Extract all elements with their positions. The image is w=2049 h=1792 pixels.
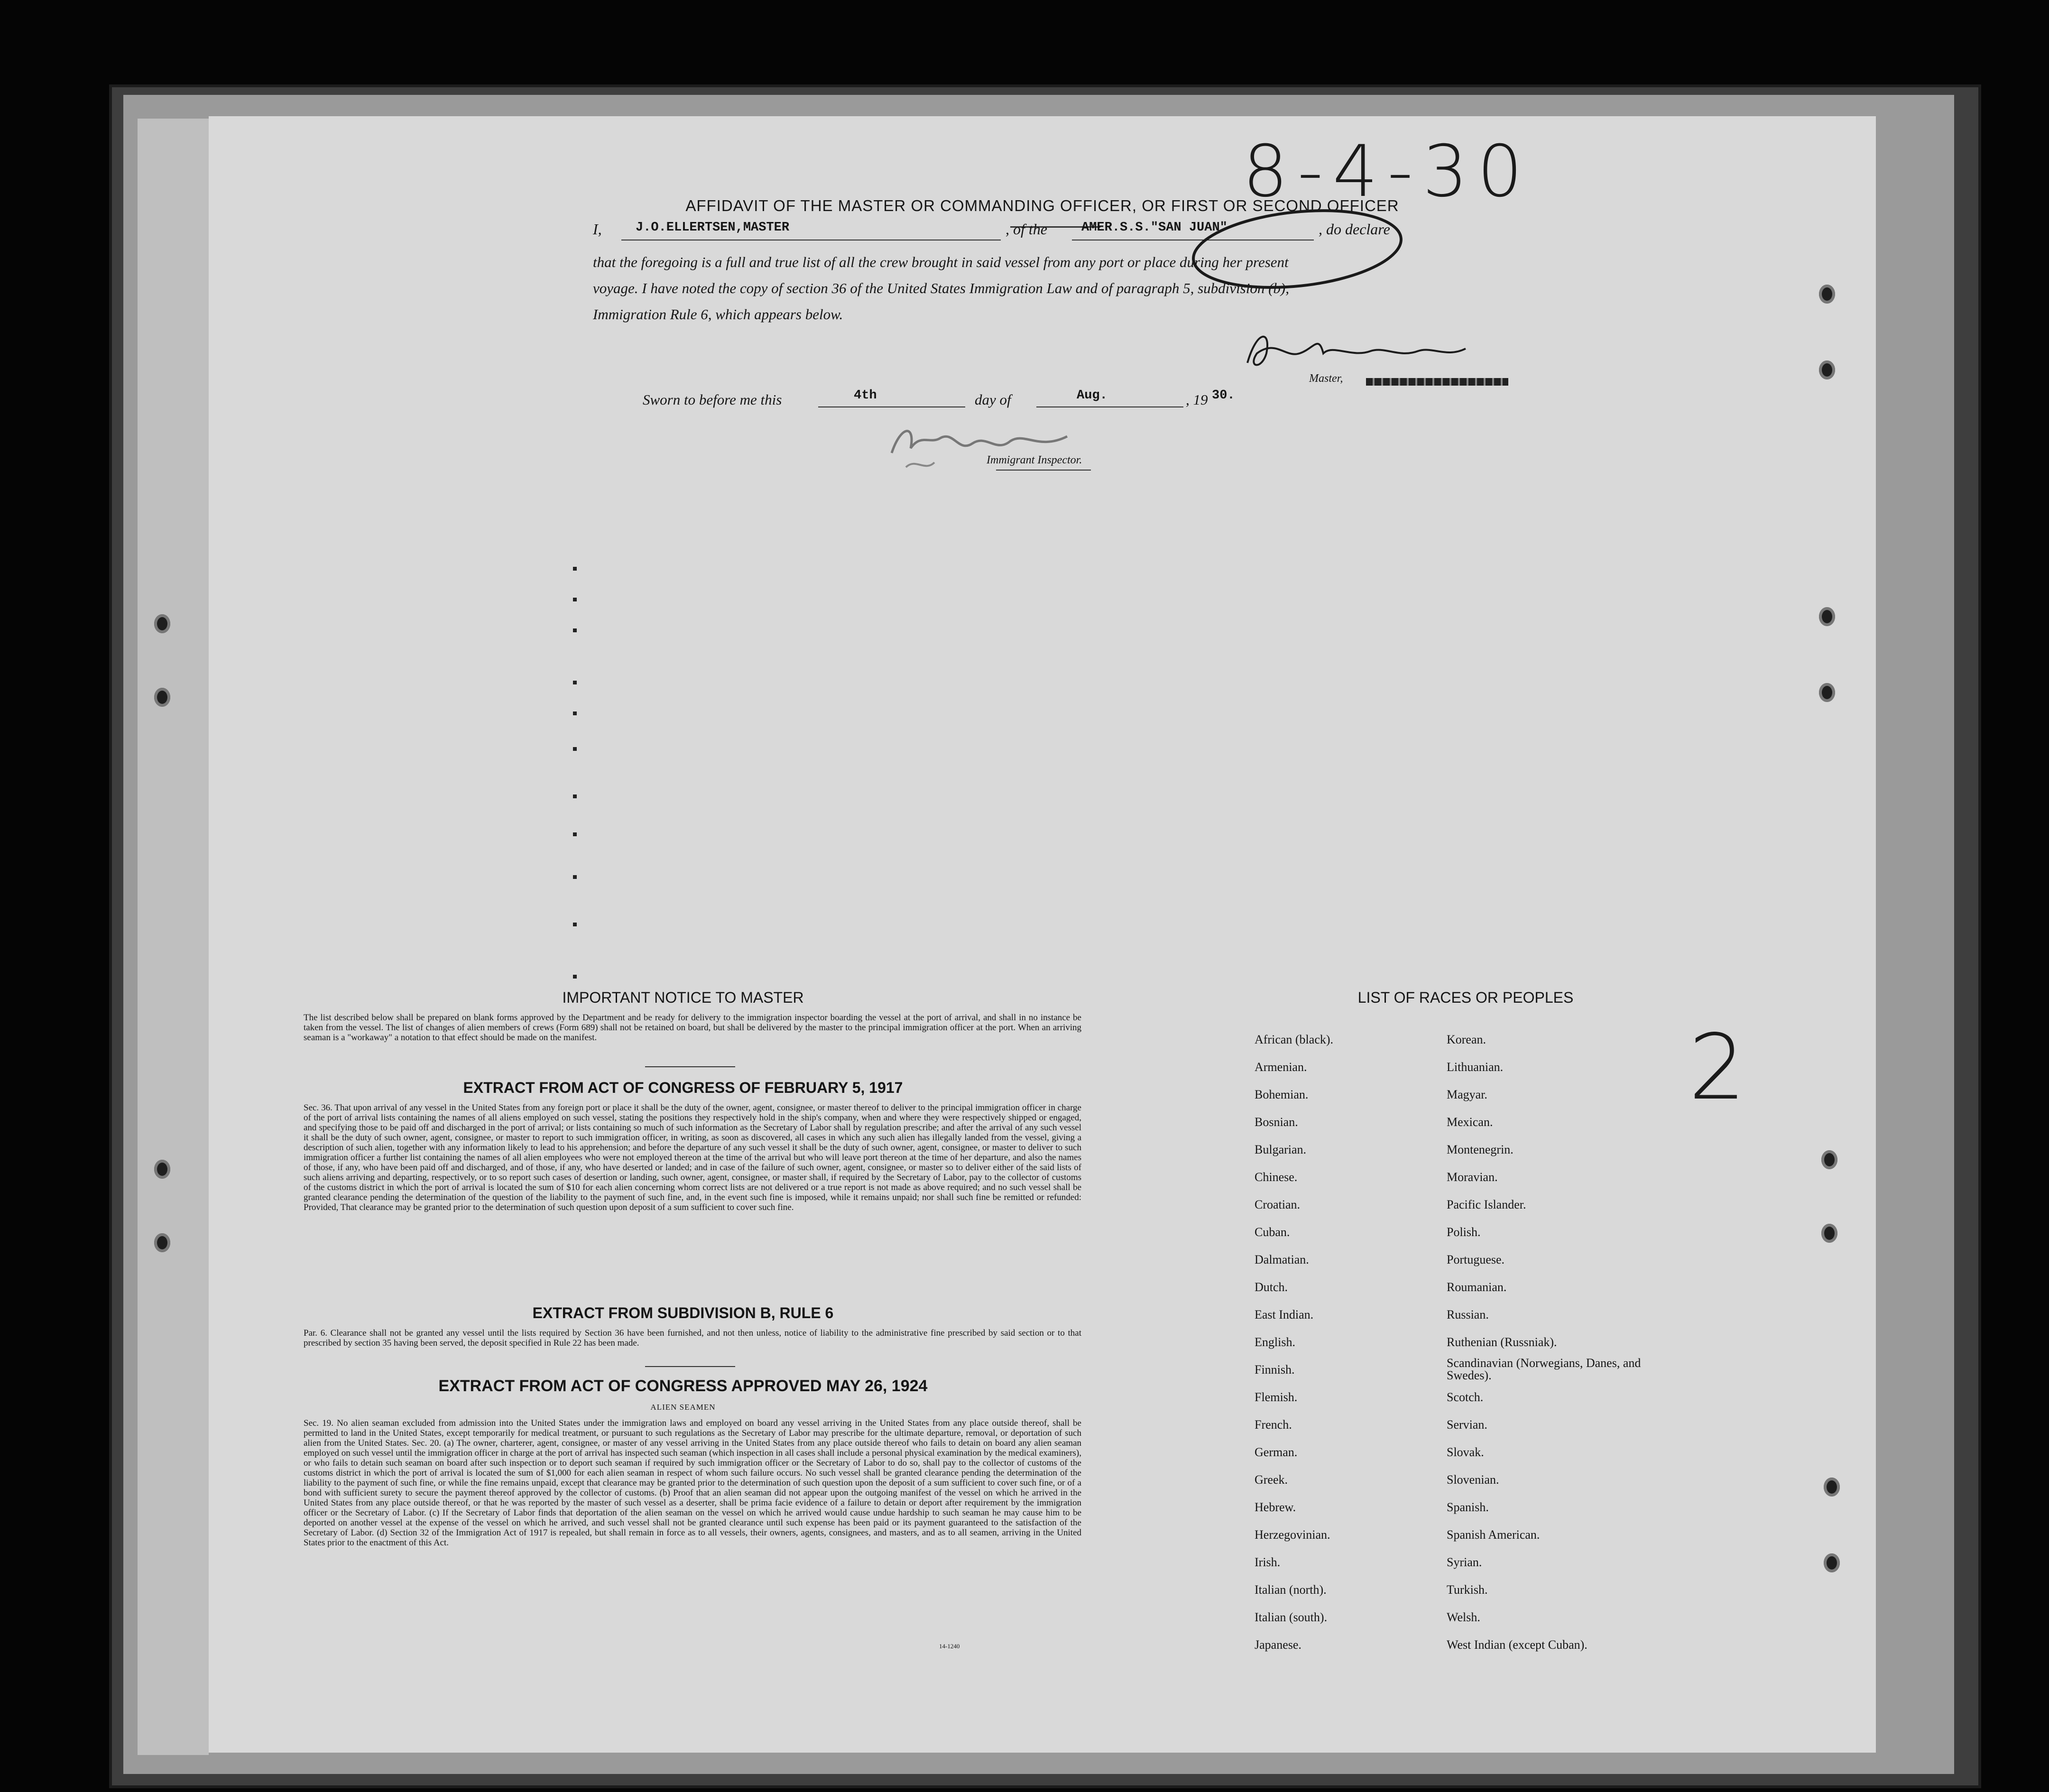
affidavit-end-rule [996,470,1091,471]
race-item: Polish. [1447,1225,1481,1239]
race-item: Cuban. [1255,1225,1290,1239]
notice-rule [645,1066,735,1067]
margin-dot [573,832,577,836]
act-1924-subtitle: ALIEN SEAMEN [650,1403,716,1412]
race-item: Servian. [1447,1418,1487,1432]
binder-hole [1821,1224,1837,1243]
binder-hole [1821,1150,1837,1169]
affidavit-title: AFFIDAVIT OF THE MASTER OR COMMANDING OFFICER, OR FIRST OR SECOND OFFICER [685,197,1399,214]
race-item: East Indian. [1255,1308,1314,1321]
binder-hole [1819,607,1835,626]
race-item: Italian (south). [1255,1610,1328,1624]
race-item: German. [1255,1445,1298,1459]
race-item: Spanish American. [1447,1528,1540,1542]
race-item: Pacific Islander. [1447,1198,1526,1211]
race-item: Bohemian. [1255,1088,1309,1101]
race-item: Japanese. [1255,1638,1301,1652]
margin-dot [573,681,577,684]
handwritten-date: 8-4-30 [1243,130,1532,213]
race-item: Slovak. [1447,1445,1484,1459]
form-number: 14-1240 [939,1643,960,1650]
race-item: Hebrew. [1255,1500,1296,1514]
races-title: LIST OF RACES OR PEOPLES [1357,989,1574,1006]
handwritten-page-number: 2 [1689,1015,1746,1120]
year-prefix: , 19 [1186,391,1208,408]
sworn-day: 4th [854,388,877,403]
race-item: Dalmatian. [1255,1253,1309,1266]
sworn-label: Sworn to before me this [643,391,782,408]
race-item: Scandinavian (Norwegians, Danes, and Swedes). [1447,1356,1641,1382]
rule-6-text: Par. 6. Clearance shall not be granted any vessel until the lists required by Section 36 have been furnished, and not then unless, notice of liability to the administrative fine prescribed by said section or to that prescribed by section 35 having been served, the deposit specified in Rule 22 has been made. [304,1328,1081,1348]
affidavit-line-3: voyage. I have noted the copy of section 36 of the United States Immigration Law and of paragraph 5, subdivision (b), [593,280,1289,296]
races-right-column [1447,1026,1646,1659]
binder-hole [154,1160,170,1179]
left-edge-strip [138,119,209,1755]
margin-dot [573,975,577,979]
race-item: Welsh. [1447,1610,1480,1624]
affidavit-line-4: Immigration Rule 6, which appears below. [593,306,843,323]
race-item: Armenian. [1255,1060,1307,1074]
race-item: African (black). [1255,1033,1334,1046]
notice-title: IMPORTANT NOTICE TO MASTER [562,989,804,1006]
race-item: Moravian. [1447,1170,1498,1184]
race-item: Herzegovinian. [1255,1528,1330,1542]
day-of-label: day of [975,391,1011,408]
do-declare-label: , do declare [1319,221,1390,238]
binder-hole [1819,285,1835,304]
race-item: Bosnian. [1255,1115,1298,1129]
binder-hole [1819,683,1835,702]
act-1924-text: Sec. 19. No alien seaman excluded from admission into the United States under the immigration laws and employed on board any vessel arriving in the United States from any place outside thereof, shall be permitted to land in the United States, except temporarily for medical treatment, or pursuant to such regulations as the Secretary of Labor may prescribe for the ultimate departure, removal, or deportation of such alien from the United States. Sec. 20. (a) The owner, charterer, agent, consignee, or master of any vessel arriving in the United States from any place outside thereof who fails to detain on board any alien seaman employed on such vessel until the immigration officer in charge at the port of arrival has inspected such seaman (which inspection in all cases shall include a personal physical examination by the medical examiners), or who fails to detain such seaman on board after such inspection or to deport such seaman if required by such immigration officer or the Secretary of Labor to do so, shall pay to the collector of customs of the customs district in which the port of arrival is located the sum of $1,000 for each alien seaman in respect of whom such failure occurs. No such vessel shall be granted clearance pending the determination of the liability to the payment of such fine, or while the fine remains unpaid, except that clearance may be granted prior to the determination of such question upon the deposit of a sum sufficient to cover such fine, or of a bond with sufficient surety to secure the payment thereof approved by the collector of customs. (b) Proof that an alien seaman did not appear upon the outgoing manifest of the vessel on which he arrived in the United States from any place outside thereof, or that he was reported by the master of such vessel as a deserter, shall be prima facie evidence of a failure to detain or deport after requirement by the immigration officer or the Secretary of Labor. (c) If the Secretary of Labor finds that deportation of the alien seaman on the vessel on which he arrived would cause undue hardship to such seaman he may cause him to be deported on another vessel at the expense of the vessel on which he arrived, and such vessel shall not be granted clearance until such expense has been paid or its payment guaranteed to the satisfaction of the Secretary of Labor. (d) Section 32 of the Immigration Act of 1917 is repealed, but shall remain in force as to all vessels, their owners, agents, consignees, and masters, and as to all seamen, arriving in the United States prior to the enactment of this Act. [304,1418,1081,1548]
inspector-signature [887,415,1086,477]
margin-dot [573,628,577,632]
struck-officer-titles [1366,378,1508,386]
race-item: Roumanian. [1447,1280,1507,1294]
race-item: Portuguese. [1447,1253,1505,1266]
binder-hole [1824,1553,1840,1572]
race-item: Scotch. [1447,1390,1484,1404]
race-item: Italian (north). [1255,1583,1327,1597]
race-item: Dutch. [1255,1280,1288,1294]
margin-dot [573,567,577,571]
binder-hole [154,688,170,707]
act-1917-text: Sec. 36. That upon arrival of any vessel in the United States from any foreign port or place it shall be the duty of the owner, agent, consignee, or master thereof to deliver to the principal immigration officer in charge of the port of arrival lists containing the names of all aliens employed on such vessel, stating the positions they respectively hold in the ship's company, when and where they were respectively shipped or engaged, and specifying those to be paid off and discharged in the port of arrival; or lists containing so much of such information as the Secretary of Labor shall by regulation prescribe; and after the arrival of any such vessel it shall be the duty of such owner, agent, consignee, or master to report to such immigration officer, in writing, as soon as discovered, all cases in which any such alien has illegally landed from the vessel, giving a description of such alien, together with any information likely to lead to his apprehension; and before the departure of any such vessel it shall be the duty of such owner, agent, consignee, or master to deliver to such immigration officer a further list containing the names of all alien employees who were not employed thereon at the time of the arrival but who will leave port thereon at the time of her departure, and also the names of those, if any, who have been paid off and discharged, and of those, if any, who have deserted or landed; and in case of the failure of such owner, agent, consignee, or master so to deliver either of the said lists of such aliens arriving and departing, respectively, or to so report such cases of desertion or landing, such owner, agent, consignee, or master shall, if required by the Secretary of Labor, pay to the collector of customs of the customs district in which the port of arrival is located the sum of $10 for each alien concerning whom correct lists are not delivered or a true report is not made as above required; and no such vessel shall be granted clearance pending the determination of the question of the liability to the payment of such fine, and, in the event such fine is imposed, while it remains unpaid; nor shall such fine be remitted or refunded: Provided, That clearance may be granted prior to the determination of such question upon deposit of a sum sufficient to cover such fine. [304,1103,1081,1212]
margin-dot [573,747,577,751]
race-item: Ruthenian (Russniak). [1447,1335,1557,1349]
margin-dot [573,711,577,715]
binder-hole [154,1233,170,1252]
sworn-month: Aug. [1077,388,1108,403]
notice-text: The list described below shall be prepared on blank forms approved by the Department and be ready for delivery to the immigration inspector boarding the vessel at the port of arrival, and shall in no instance be taken from the vessel. The list of changes of alien members of crews (Form 689) shall not be retained on board, but shall be delivered by the master to the principal immigration officer at the port. When an arriving seaman is a "workaway" a notation to that effect should be made on the manifest. [304,1013,1081,1043]
rule-6-rule [645,1366,735,1367]
race-item: Montenegrin. [1447,1143,1514,1156]
act-1917-title: EXTRACT FROM ACT OF CONGRESS OF FEBRUARY 5, 1917 [463,1079,903,1096]
margin-dot [573,875,577,879]
act-1924-title: EXTRACT FROM ACT OF CONGRESS APPROVED MAY 26, 1924 [438,1377,928,1395]
race-item: Irish. [1255,1555,1281,1569]
month-underline [1036,406,1183,407]
race-item: Finnish. [1255,1363,1295,1376]
race-item: Korean. [1447,1033,1486,1046]
race-item: Spanish. [1447,1500,1489,1514]
binder-hole [1824,1478,1840,1496]
i-label: I, [593,221,602,238]
vessel-circle-mark [1186,202,1409,296]
margin-dot [573,794,577,798]
vessel-name: AMER.S.S."SAN JUAN" [1081,221,1228,235]
race-item: Slovenian. [1447,1473,1499,1487]
race-item: French. [1255,1418,1292,1432]
margin-dot [573,598,577,601]
master-name: J.O.ELLERTSEN,MASTER [636,221,790,235]
race-item: Lithuanian. [1447,1060,1504,1074]
binder-hole [154,614,170,633]
race-item: West Indian (except Cuban). [1447,1638,1588,1652]
manifest-page [209,116,1876,1753]
rule-6-title: EXTRACT FROM SUBDIVISION B, RULE 6 [532,1304,834,1321]
of-the-label: , of the [1006,221,1047,238]
binder-hole [1819,360,1835,379]
race-item: Chinese. [1255,1170,1298,1184]
inspector-label: Immigrant Inspector. [987,454,1082,466]
race-item: Russian. [1447,1308,1489,1321]
sworn-year: 30. [1212,388,1235,403]
affidavit-line-2: that the foregoing is a full and true list of all the crew brought in said vessel from any port or place during her present [593,254,1289,270]
affidavit-line-1 [593,221,1731,249]
margin-dot [573,923,577,926]
race-item: Mexican. [1447,1115,1493,1129]
race-item: Syrian. [1447,1555,1482,1569]
race-item: Bulgarian. [1255,1143,1307,1156]
race-item: Croatian. [1255,1198,1301,1211]
day-underline [818,406,965,407]
master-signature [1228,325,1494,377]
race-item: Turkish. [1447,1583,1488,1597]
races-left-column [1255,1026,1435,1659]
race-item: English. [1255,1335,1295,1349]
race-item: Magyar. [1447,1088,1487,1101]
master-label: Master, [1309,372,1343,385]
race-item: Greek. [1255,1473,1288,1487]
race-item: Flemish. [1255,1390,1298,1404]
